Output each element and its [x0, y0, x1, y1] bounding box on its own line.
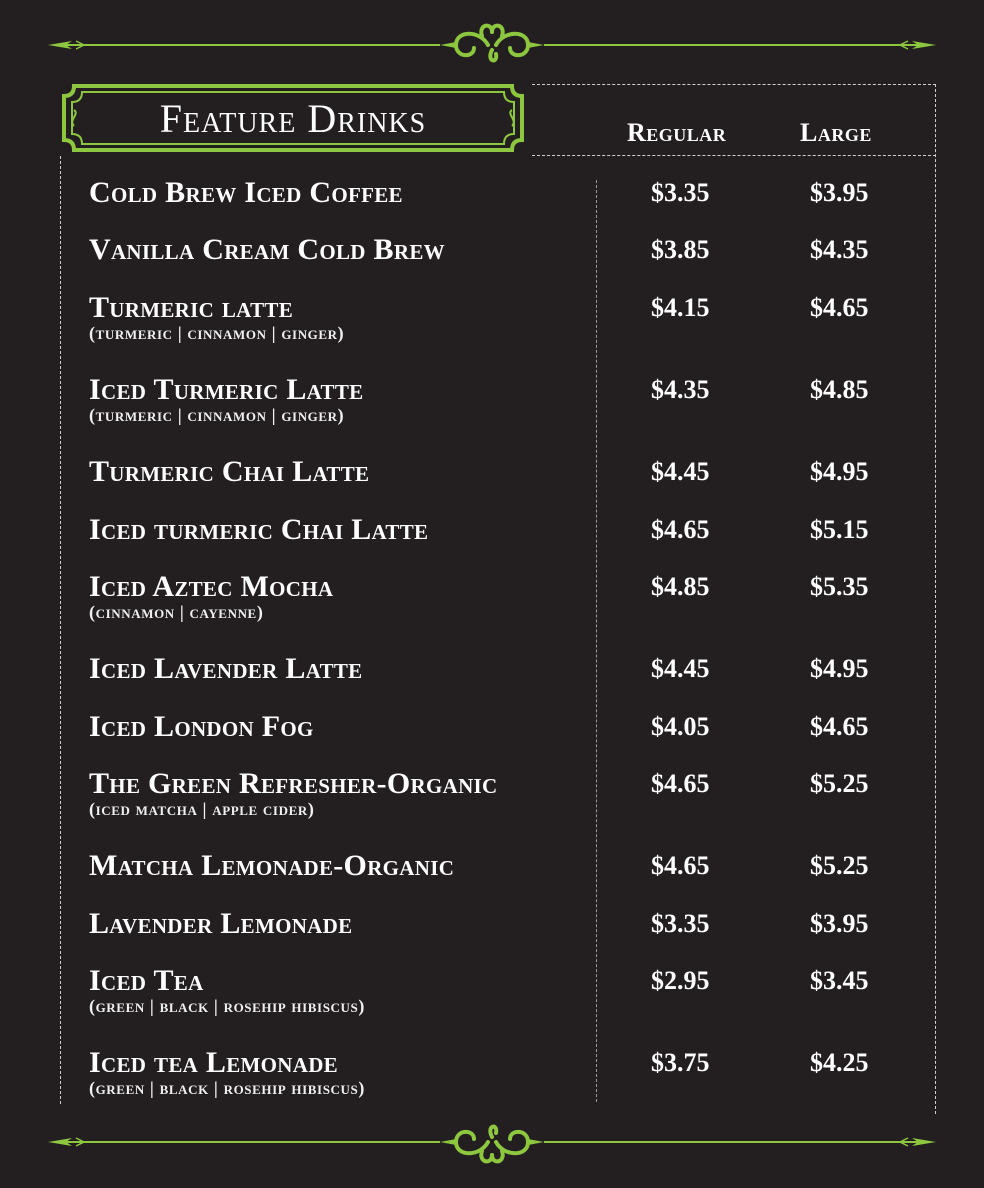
item-name: Iced London Fog: [89, 710, 314, 743]
column-header-regular: Regular: [627, 118, 727, 147]
price-regular: $4.15: [651, 293, 710, 322]
price-large: $4.35: [810, 235, 869, 264]
bottom-flourish-divider-icon: [0, 1117, 984, 1167]
item-name: Iced Turmeric Latte: [89, 373, 364, 406]
item-ingredients: (cinnamon | cayenne): [89, 602, 264, 622]
item-name: Iced Lavender Latte: [89, 652, 363, 685]
item-name: Turmeric latte: [89, 291, 294, 324]
price-large: $4.95: [810, 457, 869, 486]
item-name: Iced turmeric Chai Latte: [89, 513, 429, 546]
price-regular: $4.35: [651, 375, 710, 404]
price-large: $4.85: [810, 375, 869, 404]
item-name: Vanilla Cream Cold Brew: [89, 233, 445, 266]
page-title: Feature Drinks: [159, 95, 427, 141]
item-name: Iced Tea: [89, 964, 204, 997]
header-dashed-border-bottom: [532, 155, 936, 156]
item-name: Iced Aztec Mocha: [89, 570, 334, 603]
price-regular: $4.45: [651, 654, 710, 683]
top-flourish-divider-icon: [0, 20, 984, 70]
price-regular: $3.75: [651, 1048, 710, 1077]
price-large: $4.95: [810, 654, 869, 683]
price-regular: $4.85: [651, 572, 710, 601]
price-regular: $4.45: [651, 457, 710, 486]
price-large: $3.45: [810, 966, 869, 995]
price-large: $3.95: [810, 178, 869, 207]
item-name: Turmeric Chai Latte: [89, 455, 370, 488]
dashed-border-right: [935, 84, 936, 1114]
item-name: Lavender Lemonade: [89, 907, 353, 940]
price-large: $5.15: [810, 515, 869, 544]
column-header-large: Large: [800, 118, 872, 147]
item-ingredients: (green | black | rosehip hibiscus): [89, 996, 365, 1016]
price-regular: $3.35: [651, 909, 710, 938]
item-ingredients: (iced matcha | apple cider): [89, 799, 315, 819]
price-large: $3.95: [810, 909, 869, 938]
item-ingredients: (turmeric | cinnamon | ginger): [89, 323, 345, 343]
price-large: $4.65: [810, 293, 869, 322]
item-name: The Green Refresher-Organic: [89, 767, 498, 800]
price-large: $5.35: [810, 572, 869, 601]
price-regular: $4.65: [651, 769, 710, 798]
price-large: $5.25: [810, 769, 869, 798]
price-regular: $2.95: [651, 966, 710, 995]
price-regular: $4.65: [651, 851, 710, 880]
header-dashed-border-top: [532, 84, 936, 85]
price-large: $4.25: [810, 1048, 869, 1077]
item-name: Matcha Lemonade-Organic: [89, 849, 455, 882]
title-banner: [60, 82, 526, 154]
dashed-border-left: [60, 156, 61, 1104]
item-name: Iced tea Lemonade: [89, 1046, 338, 1079]
dashed-column-divider: [596, 180, 597, 1102]
item-ingredients: (turmeric | cinnamon | ginger): [89, 405, 345, 425]
price-large: $4.65: [810, 712, 869, 741]
item-name: Cold Brew Iced Coffee: [89, 176, 403, 209]
price-large: $5.25: [810, 851, 869, 880]
price-regular: $3.35: [651, 178, 710, 207]
price-regular: $3.85: [651, 235, 710, 264]
price-regular: $4.65: [651, 515, 710, 544]
item-ingredients: (green | black | rosehip hibiscus): [89, 1078, 365, 1098]
price-regular: $4.05: [651, 712, 710, 741]
